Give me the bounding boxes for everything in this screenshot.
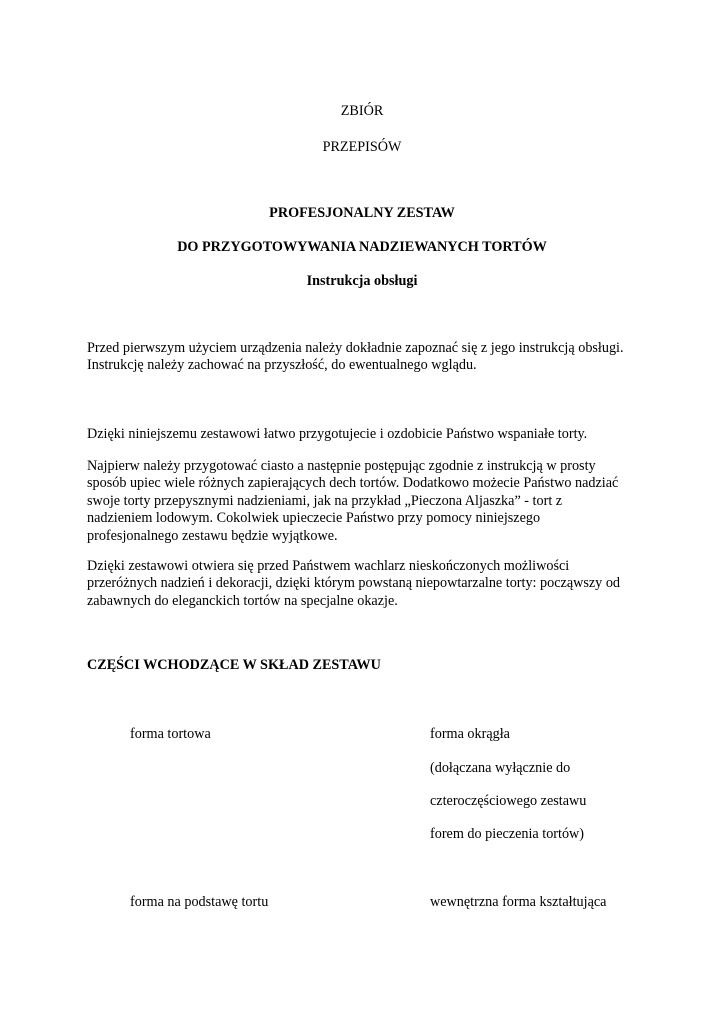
part-note-line: (dołączana wyłącznie do	[430, 760, 571, 776]
paragraph-line: Najpierw należy przygotować ciasto a następnie postępując zgodnie z instrukcją w prosty	[87, 458, 596, 474]
part-note-line: czteroczęściowego zestawu	[430, 793, 587, 809]
body-paragraph-3	[87, 558, 667, 610]
paragraph-line: profesjonalnego zestawu będzie wyjątkowe.	[87, 527, 338, 544]
intro-paragraph	[87, 340, 667, 375]
body-paragraph-2	[87, 458, 667, 545]
paragraph-line: Dzięki niniejszemu zestawowi łatwo przygotujecie i ozdobicie Państwo wspaniałe torty.	[87, 426, 588, 442]
document-title-line-2: DO PRZYGOTOWYWANIA NADZIEWANYCH TORTÓW	[177, 239, 547, 255]
intro-line: Przed pierwszym użyciem urządzenia należy dokładnie zapoznać się z jego instrukcją obsługi.	[87, 340, 624, 356]
header-line-przepisow: PRZEPISÓW	[322, 139, 402, 155]
paragraph-line: zabawnych do eleganckich tortów na specjalne okazje.	[87, 592, 398, 609]
part-forma-okragla: forma okrągła	[430, 726, 510, 742]
part-forma-wewnetrzna: wewnętrzna forma kształtująca	[430, 894, 607, 910]
parts-heading: CZĘŚCI WCHODZĄCE W SKŁAD ZESTAWU	[87, 657, 381, 673]
document-title-line-1: PROFESJONALNY ZESTAW	[269, 205, 455, 221]
paragraph-line: swoje torty przepysznymi nadzieniami, jak na przykład „Pieczona Aljaszka” - tort z	[87, 492, 563, 509]
part-forma-na-podstawe: forma na podstawę tortu	[130, 894, 269, 910]
body-paragraph-1	[87, 426, 667, 443]
header-line-zbior: ZBIÓR	[340, 103, 384, 119]
intro-line: Instrukcję należy zachować na przyszłość, do ewentualnego wglądu.	[87, 357, 477, 374]
paragraph-line: przeróżnych nadzień i dekoracji, dzięki którym powstaną niepowtarzalne torty: począwszy od	[87, 575, 621, 592]
paragraph-line: nadzieniem lodowym. Cokolwiek upieczecie Państwo przy pomocy niniejszego	[87, 510, 541, 527]
part-note-line: forem do pieczenia tortów)	[430, 826, 585, 842]
document-subtitle: Instrukcja obsługi	[306, 273, 418, 289]
part-forma-tortowa: forma tortowa	[130, 726, 211, 742]
paragraph-line: sposób upiec wiele różnych zapierających dech tortów. Dodatkowo możecie Państwo nadziać	[87, 475, 619, 492]
paragraph-line: Dzięki zestawowi otwiera się przed Państwem wachlarz nieskończonych możliwości	[87, 558, 570, 574]
